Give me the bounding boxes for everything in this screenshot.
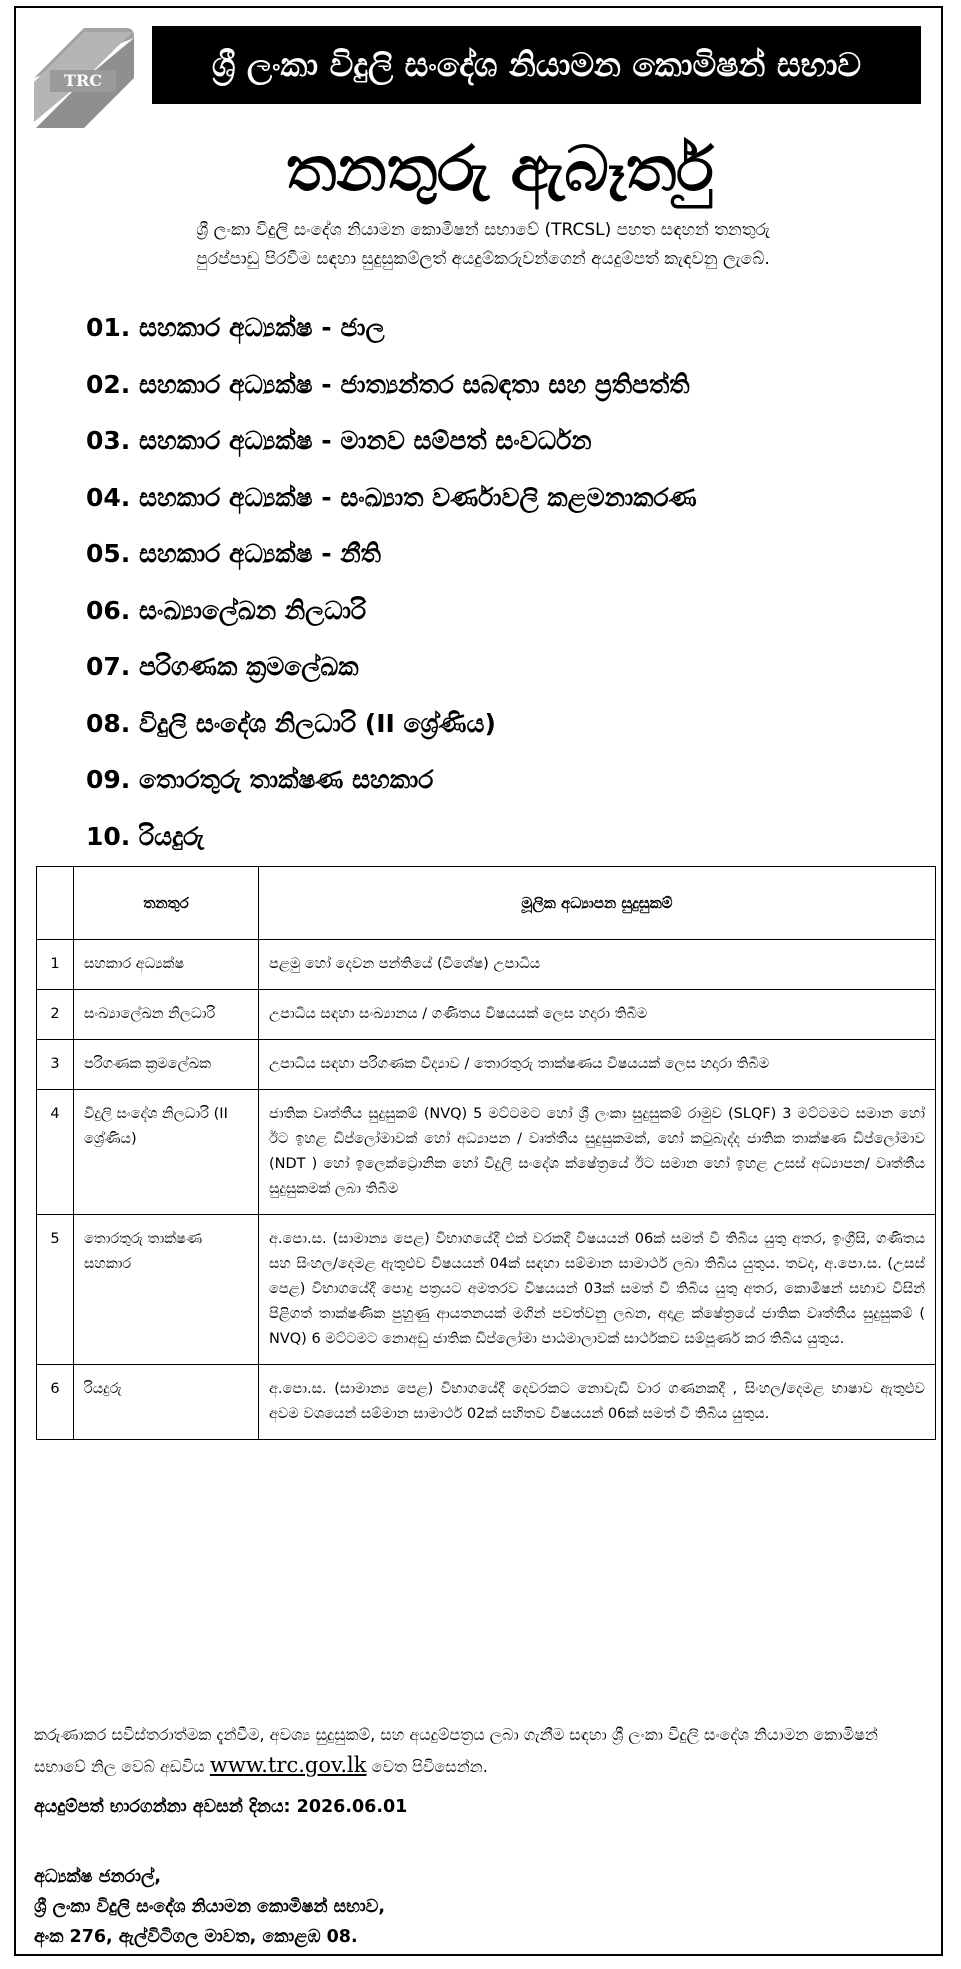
row-post: සහකාර අධ්‍යක්ෂ (74, 940, 259, 990)
vacancy-item: 10. රියදුරු (86, 821, 205, 851)
organization-name: ශ්‍රී ලංකා විදුලි සංදේශ නියාමන කොමිෂන් සභාව (211, 45, 862, 84)
vacancy-item: 08. විදුලි සංදේශ නිලධාරි (II ශ්‍රේණිය) (86, 708, 496, 738)
row-post: රියදුරු (74, 1365, 259, 1440)
website-link[interactable]: www.trc.gov.lk (209, 1753, 367, 1777)
page-headline: තනතුරු ඇබෑර්තු (286, 132, 714, 205)
vacancy-item: 02. සහකාර අධ්‍යක්ෂ - ජාත්‍යන්තර සබඳතා සහ ප්‍රතිපත්ති (86, 369, 690, 399)
row-qualification: උපාධිය සඳහා පරිගණක විද්‍යාව / තොරතුරු තාක්ෂණය විෂයයක් ලෙස හදාරා තිබීම (259, 1040, 936, 1090)
row-post: තොරතුරු තාක්ෂණ සහකාර (74, 1215, 259, 1365)
row-qualification: පළමු හෝ දෙවන පන්තියේ (විශේෂ) උපාධිය (259, 940, 936, 990)
qualifications-table (36, 866, 936, 1440)
row-number: 6 (37, 1365, 74, 1440)
table-row (37, 990, 936, 1040)
table-row (37, 1215, 936, 1365)
vacancy-item: 03. සහකාර අධ්‍යක්ෂ - මානව සම්පත් සංවර්ධන (86, 426, 592, 456)
vacancy-item: 04. සහකාර අධ්‍යක්ෂ - සංඛ්‍යාත වර්ණාවලි කළමනාකරණ (86, 482, 697, 512)
row-post: පරිගණක ක්‍රමලේඛක (74, 1040, 259, 1090)
table-row (37, 1090, 936, 1215)
table-header-row (37, 867, 936, 940)
vacancy-item: 07. පරිගණක ක්‍රමලේඛක (86, 652, 359, 682)
application-note (34, 1720, 934, 1782)
note-text: කරුණාකර සවිස්තරාත්මක දැන්වීම, අවශ්‍ය සුදුසුකම්, සහ අයදුම්පත්‍රය ලබා ගැනීම සඳහා ශ්‍රී ලංකා විදුලි සංදේශ නියාමන කොමිෂන් සභාවේ නිල වෙබ් අඩවිය (34, 1725, 878, 1776)
vacancy-item: 01. සහකාර අධ්‍යක්ෂ - ජාල (86, 313, 385, 343)
vacancy-item: 09. තොරතුරු තාක්ෂණ සහකාර (86, 765, 434, 795)
row-post: සංඛ්‍යාලේඛන නිලධාරි (74, 990, 259, 1040)
closing-date: අයදුම්පත් භාරගන්නා අවසන් දිනය: 2026.06.01 (34, 1797, 408, 1817)
table-row (37, 1040, 936, 1090)
header-qualifications: මූලික අධ්‍යාපන සුදුසුකම් (259, 867, 936, 940)
row-number: 5 (37, 1215, 74, 1365)
vacancy-item: 05. සහකාර අධ්‍යක්ෂ - නීති (86, 539, 381, 569)
address-line: ශ්‍රී ලංකා විදුලි සංදේශ නියාමන කොමිෂන් සභාව, (34, 1897, 385, 1917)
vacancy-list (86, 300, 697, 865)
row-number: 4 (37, 1090, 74, 1215)
row-qualification: උපාධිය සඳහා සංඛ්‍යානය / ගණිතය විෂයයක් ලෙස හදාරා තිබීම (259, 990, 936, 1040)
vacancy-item: 06. සංඛ්‍යාලේඛන නිලධාරි (86, 595, 367, 625)
address-line: අධ්‍යක්ෂ ජනරාල්, (34, 1867, 161, 1887)
logo-text: TRC (64, 71, 102, 90)
row-qualification: අ.පො.ස. (සාමාන්‍ය පෙළ) විභාගයේදී එක් වරකදී විෂයයන් 06ක් සමත් වී තිබිය යුතු අතර, ඉංග්‍රීසි, ගණිතය සහ සිංහල/දෙමළ ඇතුළුව විෂයයන් 04ක් සඳහා සම්මාන සාමාර්ථ ලබා තිබිය යුතුය. තවද, අ.පො.ස. (උසස් පෙළ) විභාගයේදී පොදු පත්‍රයට අමතරව විෂයයන් 03ක් සමත් වී තිබිය යුතු අතර, කොමිෂන් සභාව විසින් පිළිගත් තාක්ෂණික පුහුණු ආයතනයක් මගින් පවත්වනු ලබන, අදාළ ක්ෂේත්‍රයේ ජාතික වෘත්තීය සුදුසුකම් ( NVQ) 6 මට්ටමට නොඅඩු ජාතික ඩිප්ලෝමා පාඨමාලාවක් සාර්ථකව සම්පූර්ණ කර තිබිය යුතුය. (259, 1215, 936, 1365)
row-number: 1 (37, 940, 74, 990)
row-post: විදුලි සංදේශ නිලධාරි (II ශ්‍රේණිය) (74, 1090, 259, 1215)
postal-address (34, 1862, 385, 1952)
note-text-end: වෙත පිවිසෙන්න. (371, 1757, 488, 1776)
table-row (37, 1365, 936, 1440)
address-line: අංක 276, ඇල්විටිගල මාවත, කොළඹ 08. (34, 1927, 358, 1947)
row-number: 3 (37, 1040, 74, 1090)
header-post: තනතුර (74, 867, 259, 940)
intro-line: ශ්‍රී ලංකා විදුලි සංදේශ නියාමන කොමිෂන් සභාවේ (TRCSL) පහත සඳහන් තනතුරු (196, 220, 770, 240)
row-number: 2 (37, 990, 74, 1040)
organization-title-banner (152, 26, 921, 104)
row-qualification: අ.පො.ස. (සාමාන්‍ය පෙළ) විභාගයේදී දෙවරකට නොවැඩි වාර ගණනකදී , සිංහල/දෙමළ භාෂාව ඇතුළුව අවම වශයෙන් සම්මාන සාමාර්ථ 02ක් සහිතව විෂයයන් 06ක් සමත් වී තිබිය යුතුය. (259, 1365, 936, 1440)
row-qualification: ජාතික වෘත්තීය සුදුසුකම් (NVQ) 5 මට්ටමට හෝ ශ්‍රී ලංකා සුදුසුකම් රාමුව (SLQF) 3 මට්ටමට සමාන හෝ ඊට ඉහළ ඩිප්ලෝමාවක් හෝ අධ්‍යාපන / වෘත්තීය සුදුසුකමක්, හෝ කටුබැද්ද ජාතික තාක්ෂණ ඩිප්ලෝමාව (NDT ) හෝ ඉලෙක්ට්‍රොනික හෝ විදුලි සංදේශ ක්ෂේත්‍රයේ ඊට සමාන හෝ ඉහළ උසස් අධ්‍යාපන/ වෘත්තීය සුදුසුකමක් ලබා තිබීම (259, 1090, 936, 1215)
trc-logo (28, 24, 140, 136)
table-row (37, 940, 936, 990)
intro-paragraph (48, 216, 918, 274)
intro-line: පුරප්පාඩු පිරවීම සඳහා සුදුසුකම්ලත් අයදුම්කරුවන්ගෙන් අයදුම්පත් කැඳවනු ලැබේ. (196, 249, 770, 269)
header-number (37, 867, 74, 940)
